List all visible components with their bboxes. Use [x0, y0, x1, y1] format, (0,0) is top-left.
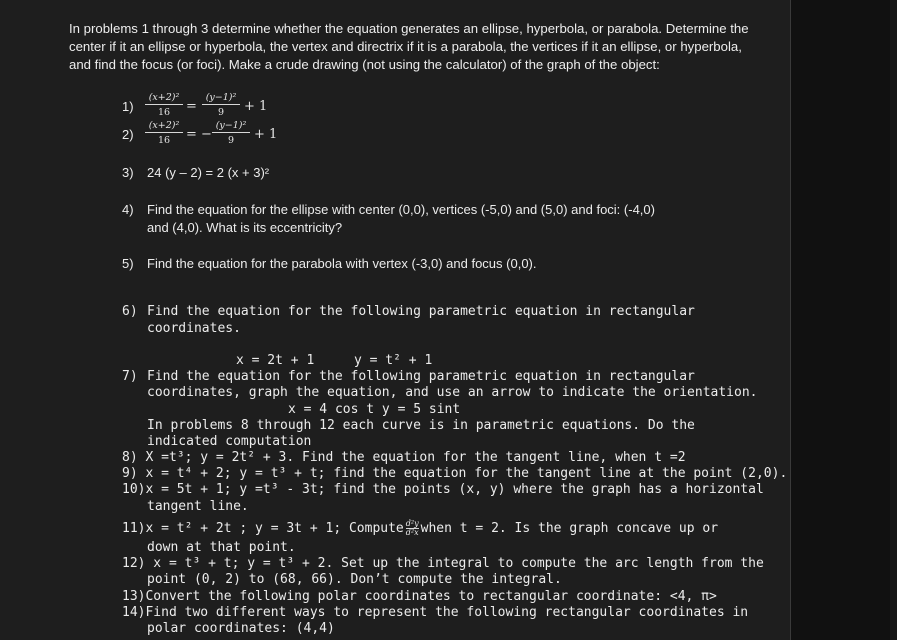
problem-2-rhs-fraction — [212, 120, 250, 146]
problem-13: 13)Convert the following polar coordinates to rectangular coordinate: <4, π> — [122, 589, 717, 604]
problem-11-line-1 — [122, 520, 718, 537]
problem-3-text: 24 (y – 2) = 2 (x + 3)² — [147, 165, 270, 180]
problem-2-lhs-numerator: (x+2)² — [145, 120, 183, 133]
problem-1-rhs-fraction — [202, 92, 240, 118]
problem-1-lhs-fraction — [145, 92, 183, 118]
equation-6-x: x = 2t + 1 — [236, 353, 315, 368]
problem-1-rhs-denominator: 9 — [217, 107, 225, 118]
problem-1-rhs-numerator: (y−1)² — [202, 92, 240, 105]
problem-4-line-1: Find the equation for the ellipse with center (0,0), vertices (-5,0) and (5,0) and foci: (-4,0) — [147, 202, 655, 217]
problem-11-line-2: down at that point. — [147, 540, 296, 555]
problem-11-pre: 11)x = t² + 2t ; y = 3t + 1; Compute — [122, 521, 404, 536]
problem-2-lhs-denominator: 16 — [157, 135, 171, 146]
problem-8: 8) X =t³; y = 2t² + 3. Find the equation for the tangent line, when t =2 — [122, 450, 686, 465]
problem-11-derivative-fraction — [406, 520, 419, 537]
problem-6-number: 6) — [122, 304, 138, 319]
equation-7: x = 4 cos t y = 5 sint — [288, 402, 461, 417]
problem-3-number: 3) — [122, 165, 134, 180]
right-side-panel — [790, 0, 897, 640]
problem-14-line-1: 14)Find two different ways to represent the following rectangular coordinates in — [122, 605, 749, 620]
problem-1-equals: = — [186, 99, 197, 114]
problem-2-number: 2) — [122, 127, 134, 142]
problem-1-lhs-denominator: 16 — [157, 107, 171, 118]
problem-7-line-2: coordinates, graph the equation, and use an arrow to indicate the orientation. — [147, 385, 758, 400]
problem-11-post: when t = 2. Is the graph concave up or — [420, 521, 719, 536]
vertical-scrollbar[interactable] — [890, 0, 897, 640]
problem-9: 9) x = t⁴ + 2; y = t³ + t; find the equation for the tangent line at the point (2,0). — [122, 466, 788, 481]
problem-10-line-1: 10)x = 5t + 1; y =t³ - 3t; find the points (x, y) where the graph has a horizontal — [122, 482, 764, 497]
problem-11-frac-numerator: d²y — [405, 519, 419, 528]
problem-6-line-2: coordinates. — [147, 321, 241, 336]
problem-1-number: 1) — [122, 99, 134, 114]
problem-5-text: Find the equation for the parabola with vertex (-3,0) and focus (0,0). — [147, 256, 537, 271]
problem-12-line-2: point (0, 2) to (68, 66). Don’t compute the integral. — [147, 572, 562, 587]
problem-14-line-2: polar coordinates: (4,4) — [147, 621, 335, 636]
problem-2-rhs-numerator: (y−1)² — [212, 120, 250, 133]
problem-11-frac-denominator: d²x — [405, 528, 419, 537]
equation-6-y: y = t² + 1 — [354, 353, 433, 368]
problem-12-line-1: 12) x = t³ + t; y = t³ + 2. Set up the integral to compute the arc length from the — [122, 556, 764, 571]
problem-7-number: 7) — [122, 369, 138, 384]
problem-10-line-2: tangent line. — [147, 499, 249, 514]
intro-8-12-line-1: In problems 8 through 12 each curve is in parametric equations. Do the — [147, 418, 695, 433]
problem-7-line-1: Find the equation for the following parametric equation in rectangular — [147, 369, 695, 384]
problem-1-tail: + 1 — [244, 99, 268, 114]
problem-2-rhs-denominator: 9 — [227, 135, 235, 146]
intro-8-12-line-2: indicated computation — [147, 434, 312, 449]
problem-5-number: 5) — [122, 256, 134, 271]
problem-2-lhs-fraction — [145, 120, 183, 146]
problem-2-tail: + 1 — [254, 127, 278, 142]
problem-4-number: 4) — [122, 202, 134, 217]
problem-1-lhs-numerator: (x+2)² — [145, 92, 183, 105]
problem-4-line-2: and (4,0). What is its eccentricity? — [147, 220, 343, 235]
problem-2-equals: = − — [186, 127, 212, 142]
problem-6-line-1: Find the equation for the following parametric equation in rectangular — [147, 304, 695, 319]
intro-paragraph: In problems 1 through 3 determine whether the equation generates an ellipse, hyperbola, or parabola. Determine the center if it an ellipse or hyperbola, the vertex and directrix if it is a parabola, the vertices if it an ellipse, or hyperbola, and find the focus (or foci). Make a crude drawing (not using the calculator) of the graph of the object: — [69, 21, 749, 72]
